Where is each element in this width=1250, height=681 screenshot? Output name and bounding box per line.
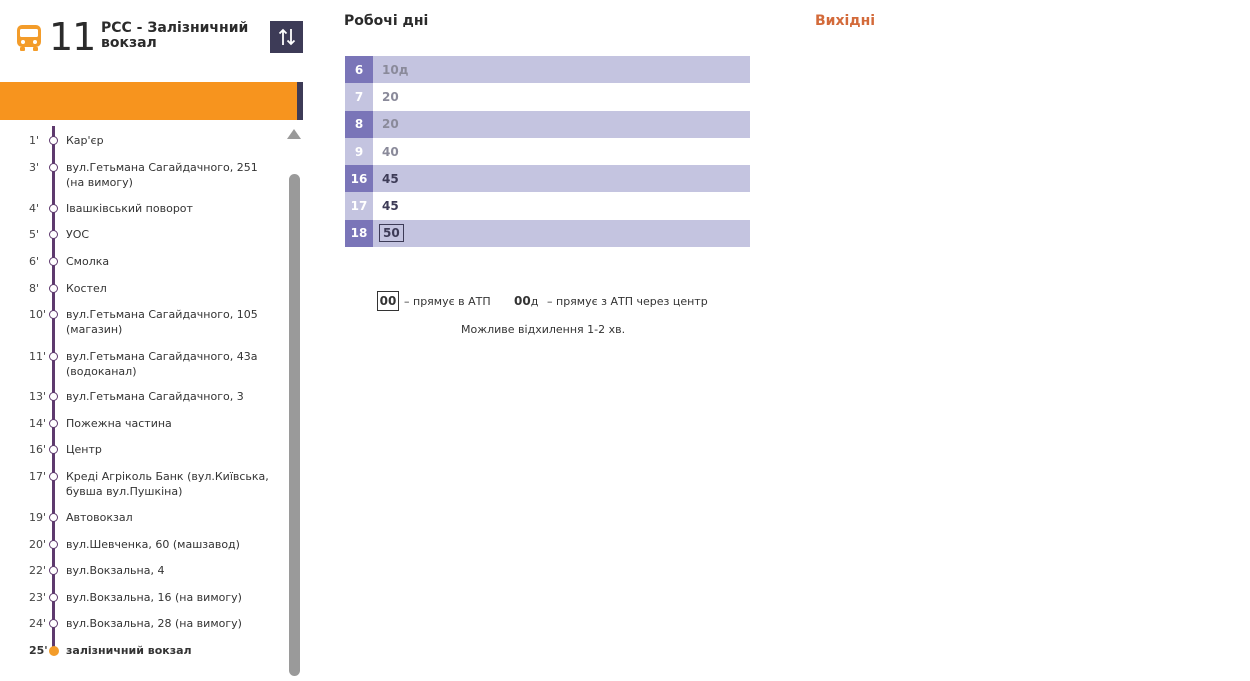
schedule-minute: 20 [382,89,399,104]
stop-name: вул.Гетьмана Сагайдачного, 3 [66,390,244,403]
legend-d-suffix: д [530,295,539,308]
stop-time: 19' [29,511,47,524]
schedule-minute: 10д [382,62,409,77]
legend-boxed-text: – прямує в АТП [404,295,491,308]
route-color-bar-edge [297,82,303,120]
stop-dot-icon [49,445,58,454]
stop-time: 11' [29,350,47,363]
stop-name: УОС [66,228,90,241]
stop-dot-icon [49,310,58,319]
stop-time: 8' [29,282,40,295]
stop-time: 22' [29,564,47,577]
schedule-hour: 6 [345,56,373,83]
stop-dot-icon [49,472,58,481]
schedule-minute: 20 [382,117,399,132]
route-number: 11 [49,15,96,59]
schedule-minute: 40 [382,144,399,159]
stop-dot-icon [49,136,58,145]
stop-dot-icon [49,566,58,575]
route-name: РСС - Залізничний вокзал [101,20,249,51]
stop-name: вул.Вокзальна, 4 [66,564,165,577]
stop-dot-icon [49,419,58,428]
stop-name: Кар'єр [66,134,104,147]
stop-name: Автовокзал [66,511,133,524]
schedule-hour: 7 [345,83,373,110]
stop-time: 6' [29,255,40,268]
swap-direction-button[interactable] [270,21,303,53]
scrollbar-thumb[interactable] [289,174,300,676]
legend-d-sample [514,294,538,308]
stop-time: 23' [29,591,47,604]
stop-name: вул.Гетьмана Сагайдачного, 251 (на вимогу) [66,161,258,189]
stop-time: 1' [29,134,40,147]
stops-list [0,124,290,681]
legend-d-text: – прямує з АТП через центр [547,295,708,308]
schedule-minute: 45 [382,199,399,214]
schedule-hour: 9 [345,138,373,165]
schedule-hour: 8 [345,111,373,138]
legend-d-sample-number: 00 [514,294,531,308]
schedule-row [345,165,750,192]
schedule-row [345,56,750,83]
swap-arrows-icon [278,27,296,47]
stop-time: 24' [29,617,47,630]
schedule-minute: 50 [379,224,404,242]
stop-name: вул.Вокзальна, 16 (на вимогу) [66,591,242,604]
legend-note: Можливе відхилення 1-2 хв. [461,323,626,336]
stop-name: вул.Шевченка, 60 (машзавод) [66,538,240,551]
stop-time: 25' [29,644,48,657]
stop-time: 3' [29,161,40,174]
schedule-hour: 18 [345,220,373,247]
stop-time: 5' [29,228,40,241]
schedule-row [345,220,750,247]
stop-time: 16' [29,443,47,456]
stop-name: вул.Вокзальна, 28 (на вимогу) [66,617,242,630]
stop-time: 13' [29,390,47,403]
stop-name: Центр [66,443,102,456]
stop-name: вул.Гетьмана Сагайдачного, 105 (магазин) [66,308,258,336]
stop-dot-icon [49,619,58,628]
stop-time: 17' [29,470,47,483]
schedule-row [345,111,750,138]
stop-dot-icon [49,257,58,266]
stop-name: залізничний вокзал [66,644,192,657]
schedule-row [345,83,750,110]
stop-dot-icon [49,593,58,602]
stop-dot-icon [49,352,58,361]
scroll-up-arrow-icon[interactable] [287,129,301,139]
stop-dot-final-icon [49,646,59,656]
stop-dot-icon [49,204,58,213]
schedule-minute: 45 [382,171,399,186]
stop-dot-icon [49,392,58,401]
schedule-row [345,138,750,165]
schedule-row [345,192,750,219]
stop-name: Смолка [66,255,110,268]
legend-boxed-sample: 00 [377,291,399,311]
stop-dot-icon [49,230,58,239]
stop-time: 20' [29,538,47,551]
schedule-hour: 16 [345,165,373,192]
stop-time: 10' [29,308,47,321]
stop-dot-icon [49,513,58,522]
weekdays-title: Робочі дні [344,13,429,29]
stop-name: Креді Агріколь Банк (вул.Київська, бувша вул.Пушкіна) [66,470,269,498]
stop-time: 4' [29,202,40,215]
stop-name: Івашківський поворот [66,202,193,215]
schedule-table [345,56,750,247]
stop-time: 14' [29,417,47,430]
stop-dot-icon [49,284,58,293]
stop-name: вул.Гетьмана Сагайдачного, 43а (водоканал) [66,350,258,378]
bus-icon [16,24,42,52]
stop-dot-icon [49,540,58,549]
schedule-hour: 17 [345,192,373,219]
weekend-title[interactable]: Вихідні [815,13,876,29]
stop-name: Пожежна частина [66,417,172,430]
route-color-bar [0,82,297,120]
stop-dot-icon [49,163,58,172]
route-header [0,0,305,82]
stop-name: Костел [66,282,107,295]
